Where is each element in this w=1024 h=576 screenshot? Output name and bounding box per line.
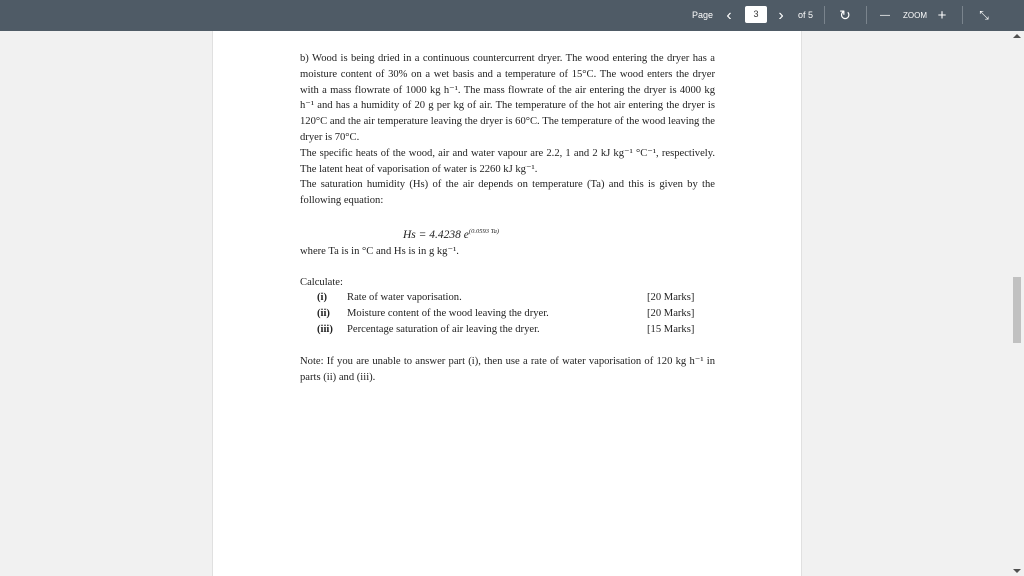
zoom-label: ZOOM — [903, 11, 927, 20]
page-label: Page — [692, 10, 714, 20]
equation-exponent: (0.0593 Ta) — [468, 227, 500, 235]
fullscreen-icon[interactable]: ⤡ — [979, 8, 989, 22]
zoom-out-icon[interactable]: — — [880, 10, 890, 21]
item-marks: [20 Marks] — [647, 308, 695, 320]
calc-item — [300, 322, 715, 338]
where-text: where Ta is in °C and Hs is in g kg⁻¹. — [300, 245, 459, 257]
item-marks: [15 Marks] — [647, 324, 695, 336]
page-number-input[interactable]: 3 — [745, 6, 767, 23]
zoom-in-icon[interactable]: + — [937, 7, 947, 24]
note-paragraph: Note: If you are unable to answer part (i), then use a rate of water vaporisation of 120 kg h⁻¹ in parts (ii) and (iii). — [300, 356, 715, 384]
document-page — [212, 31, 802, 576]
page-count: of 5 — [798, 10, 814, 20]
calculate-section — [300, 275, 715, 339]
page-content — [300, 51, 715, 386]
equation-lhs: Hs = 4.4238 e — [403, 228, 469, 241]
calc-item — [300, 306, 715, 322]
item-marks: [20 Marks] — [647, 292, 695, 304]
rotate-icon[interactable]: ↻ — [839, 7, 851, 23]
pdf-toolbar — [0, 0, 1024, 31]
next-page-icon[interactable]: › — [778, 7, 784, 24]
scroll-up-icon[interactable] — [1013, 34, 1021, 38]
document-viewer — [0, 31, 1024, 576]
toolbar-divider — [962, 6, 963, 24]
item-text: Percentage saturation of air leaving the dryer. — [347, 324, 540, 336]
saturation-humidity-paragraph: The saturation humidity (Hs) of the air depends on temperature (Ta) and this is given by the following equation: — [300, 179, 715, 207]
toolbar-divider — [824, 6, 825, 24]
toolbar-divider — [866, 6, 867, 24]
calc-item — [300, 290, 715, 306]
previous-page-icon[interactable]: ‹ — [726, 7, 732, 24]
calculate-label: Calculate: — [300, 276, 343, 288]
scrollbar-thumb[interactable] — [1013, 277, 1021, 343]
question-paragraph: b) Wood is being dried in a continuous countercurrent dryer. The wood entering the dryer has a moisture content of 30% on a wet basis and a temperature of 15°C. The wood enters the dryer with a mass flowrate of 1000 kg h⁻¹. The mass flowrate of the air entering the dryer is 4000 kg h⁻¹ and has a humidity of 20 g per kg of air. The temperature of the hot air entering the dryer is 120°C and the air temperature leaving the dryer is 60°C. The temperature of the wood leaving the dryer is 70°C. — [300, 53, 715, 143]
item-number: (ii) — [317, 308, 330, 320]
equation — [403, 224, 715, 244]
item-number: (iii) — [317, 324, 333, 336]
item-text: Moisture content of the wood leaving the dryer. — [347, 308, 549, 320]
scroll-down-icon[interactable] — [1013, 569, 1021, 573]
item-number: (i) — [317, 292, 327, 304]
vertical-scrollbar[interactable] — [1010, 31, 1024, 576]
specific-heats-paragraph: The specific heats of the wood, air and water vapour are 2.2, 1 and 2 kJ kg⁻¹ °C⁻¹, respectively. The latent heat of vaporisation of water is 2260 kJ kg⁻¹. — [300, 147, 715, 175]
item-text: Rate of water vaporisation. — [347, 292, 462, 304]
